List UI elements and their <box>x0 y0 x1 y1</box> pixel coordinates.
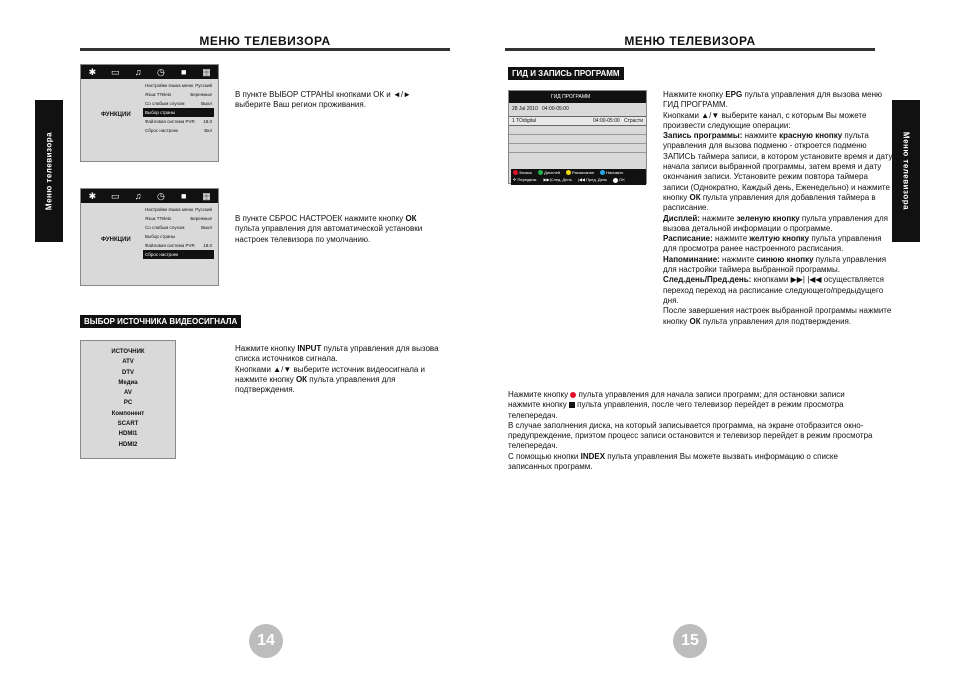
legend-label: Запись <box>519 170 533 175</box>
legend-display <box>538 170 560 175</box>
menu-row-selected[interactable] <box>143 108 214 117</box>
done-text-rest: пульта управления для подтверждения. <box>700 316 852 326</box>
reminder-text: нажмите <box>719 254 757 264</box>
legend-label: Напомин. <box>606 170 624 175</box>
menu-row[interactable] <box>143 232 214 241</box>
source-list-box <box>80 340 176 459</box>
grid-icon: ▦ <box>202 190 211 201</box>
record-instructions <box>508 390 878 472</box>
left-side-tab <box>35 100 63 242</box>
epg-channel-time: 04:00-05:00 <box>593 118 620 124</box>
menu-icon-bar <box>81 65 218 79</box>
epg-text-rest: пульта управления для вызова меню ГИД ПРОГРАММ. <box>663 90 883 110</box>
row-name: Со слабым слухом <box>145 101 185 106</box>
legend-label: Дисплей <box>544 170 561 175</box>
row-name: Со слабым слухом <box>145 225 185 230</box>
source-instructions <box>235 344 440 395</box>
epg-empty-row <box>509 144 646 153</box>
record-text-rest: пульта управления для вызова подменю - откроется подменю ЗАПИСЬ таймера записи, в котором установите время и дату начала записи выбранной программы, затем время и дату окончания записи. Установите режим повтора таймера записи (Однократно, Каждый день, Еженедельно) и нажмите кнопку <box>663 131 893 202</box>
display-green-button: зеленую кнопку <box>736 213 800 223</box>
music-icon: ♫ <box>134 67 142 77</box>
source-text-2-bold: ОК <box>295 374 308 384</box>
blue-dot-icon <box>600 170 605 175</box>
right-side-tab-label: Меню телевизора <box>901 131 911 211</box>
menu-row[interactable] <box>143 81 214 90</box>
functions-label: ФУНКЦИИ <box>101 237 131 243</box>
legend-ok <box>613 177 625 182</box>
index-text-rest: пульта управления Вы можете вызвать информацию о списке записанных программ. <box>508 451 838 472</box>
reset-text-rest: пульта управления для автоматической установки настроек телевизора по умолчанию. <box>235 224 423 244</box>
source-item-hdmi1[interactable]: HDMI1 <box>118 431 138 438</box>
legend-move <box>513 177 537 182</box>
right-header-rule <box>505 48 875 51</box>
disk-full-text: В случае заполнения диска, на который записывается программа, на экране отобразится окно-предупреждение, приэтом процесс записи остановится и телевизор перейдет в режим просмотра телепередач. <box>508 420 873 451</box>
epg-channel-name: 1 TOdigital <box>512 118 536 124</box>
epg-channel-program: Страсти <box>623 118 643 124</box>
record-red-button: красную кнопку <box>779 131 843 141</box>
record-text-end: пульта управления для добавления таймера в расписание. <box>663 192 876 213</box>
source-text: Нажмите кнопку <box>235 344 298 353</box>
menu-row[interactable] <box>143 223 214 232</box>
legend-schedule <box>566 170 594 175</box>
tv-icon: ▭ <box>110 190 120 201</box>
source-text-bold: INPUT <box>297 344 322 353</box>
row-name: Настройки языка меню <box>145 83 194 88</box>
row-name: Сброс настроек <box>145 252 179 257</box>
row-value: Бережные <box>190 216 212 221</box>
row-name: Выбор страны <box>145 234 176 239</box>
left-page-header: МЕНЮ ТЕЛЕВИЗОРА <box>199 34 331 48</box>
source-section-title: ВЫБОР ИСТОЧНИКА ВИДЕОСИГНАЛА <box>80 315 241 328</box>
red-dot-icon <box>513 170 518 175</box>
row-value: Выкл <box>201 101 212 106</box>
functions-menu-reset <box>80 188 219 286</box>
row-name: Файловая система PVR <box>145 243 195 248</box>
row-value: 18.0 <box>203 119 212 124</box>
display-text: нажмите <box>699 213 737 223</box>
row-name: Настройки языка меню <box>145 207 194 212</box>
epg-instructions <box>663 90 895 327</box>
menu-row-selected[interactable] <box>143 250 214 259</box>
gear-icon: ✱ <box>88 190 97 201</box>
left-side-tab-label: Меню телевизора <box>44 131 54 211</box>
nav-heading: След.день/Пред.день: <box>663 275 752 285</box>
clock-icon: ◷ <box>156 190 165 201</box>
reminder-blue-button: синюю кнопку <box>756 254 814 264</box>
right-side-tab <box>892 100 920 242</box>
row-name: Файловая система PVR <box>145 119 195 124</box>
source-item-hdmi2[interactable]: HDMI2 <box>118 441 138 448</box>
epg-text-bold: EPG <box>725 90 743 99</box>
reset-text: В пункте СБРОС НАСТРОЕК нажмите кнопку <box>235 214 406 223</box>
source-item-atv[interactable]: ATV <box>122 359 134 366</box>
row-value: Русский <box>195 207 212 212</box>
done-ok: ОК <box>689 316 701 326</box>
ok-dot-icon <box>613 178 618 183</box>
row-value: Бережные <box>190 92 212 97</box>
lock-icon: ■ <box>181 191 187 201</box>
schedule-text: нажмите <box>712 234 750 244</box>
epg-channel-row[interactable] <box>509 116 646 126</box>
move-icon: ✣ <box>513 177 517 183</box>
record-stop-text-rest: пульта управления, после чего телевизор перейдет в режим просмотра телепередач. <box>508 400 844 420</box>
record-ok: ОК <box>689 192 701 202</box>
index-text: С помощью кнопки <box>508 451 581 461</box>
reminder-text-rest: пульта управления для настройки таймера выбранной программы. <box>663 254 887 275</box>
epg-date: 28 Jul 2010 <box>512 106 538 112</box>
row-name: Выбор страны <box>145 110 176 115</box>
source-item-media[interactable]: Медиа <box>118 379 138 386</box>
schedule-text-rest: пульта управления для просмотра ранее настроенного расписания. <box>663 234 882 254</box>
source-item-av[interactable]: AV <box>124 390 132 397</box>
source-item-component[interactable]: Компонент <box>111 410 145 417</box>
epg-screen-title: ГИД ПРОГРАММ <box>509 91 646 103</box>
yellow-dot-icon <box>566 170 571 175</box>
epg-time: 04:00-05:00 <box>542 106 569 112</box>
country-instructions: В пункте ВЫБОР СТРАНЫ кнопками ОК и ◄/► выберите Ваш регион проживания. <box>235 90 411 110</box>
legend-reminder <box>600 170 624 175</box>
menu-row[interactable] <box>143 241 214 250</box>
epg-text-2: Кнопками ▲/▼ выберите канал, с которым Вы можете произвести следующие операции: <box>663 110 867 130</box>
epg-empty-row <box>509 135 646 144</box>
nav-text: кнопками ▶▶| |◀◀ осуществляется переход переход на расписание следующего/предыдущего дня. <box>663 275 885 305</box>
source-item-pc[interactable]: PC <box>123 400 133 407</box>
row-value: 18.0 <box>203 243 212 248</box>
legend-record <box>513 170 532 175</box>
record-stop-text: пульта управления для начала записи программ; для остановки записи нажмите кнопку <box>508 390 845 410</box>
epg-text: Нажмите кнопку <box>663 90 726 99</box>
menu-icon-bar <box>81 189 218 203</box>
epg-legend <box>511 169 646 185</box>
source-text-rest: пульта управления для вызова списка источников сигнала. <box>235 344 439 364</box>
menu-row[interactable] <box>143 117 214 126</box>
row-value: Русский <box>195 83 212 88</box>
source-item-dtv[interactable]: DTV <box>122 369 134 376</box>
row-name: Язык TTeletx <box>145 216 172 221</box>
music-icon: ♫ <box>134 191 142 201</box>
reminder-heading: Напоминание: <box>663 254 720 264</box>
done-text: После завершения настроек выбранной программы нажмите кнопку <box>663 306 892 326</box>
legend-label: Передвиж. <box>517 177 538 183</box>
display-text-rest: пульта управления для вызова детальной информации о программе. <box>663 213 889 233</box>
right-page-header: МЕНЮ ТЕЛЕВИЗОРА <box>624 34 756 48</box>
index-bold: INDEX <box>580 451 606 461</box>
left-header-rule <box>80 48 450 51</box>
epg-screen <box>508 90 647 184</box>
row-name: Сброс настроек <box>145 128 179 133</box>
row-value: Вкл <box>204 128 212 133</box>
green-dot-icon <box>538 170 543 175</box>
menu-row[interactable] <box>143 99 214 108</box>
record-text: нажмите <box>742 131 780 141</box>
row-value: Выкл <box>201 225 212 230</box>
menu-row[interactable] <box>143 90 214 99</box>
source-item-scart[interactable]: SCART <box>117 421 139 428</box>
reset-text-bold: ОК <box>405 214 417 223</box>
menu-row[interactable] <box>143 214 214 223</box>
legend-next-day: ▶▶|След. День <box>543 177 572 183</box>
epg-empty-row <box>509 126 646 135</box>
functions-menu-country <box>80 64 219 162</box>
lock-icon: ■ <box>181 67 187 77</box>
page-number-right: 15 <box>673 624 707 658</box>
schedule-yellow-button: желтую кнопку <box>749 234 810 244</box>
menu-row[interactable] <box>143 205 214 214</box>
legend-label: Расписание <box>572 170 595 175</box>
reset-instructions <box>235 214 440 245</box>
row-name: Язык TTeletx <box>145 92 172 97</box>
source-list-title: ИСТОЧНИК <box>111 349 145 355</box>
epg-date-row <box>509 103 646 116</box>
functions-label: ФУНКЦИИ <box>101 112 131 118</box>
menu-row[interactable] <box>143 126 214 135</box>
display-heading: Дисплей: <box>663 213 700 223</box>
legend-prev-day: |◀◀ Пред. День <box>577 177 608 183</box>
tv-icon: ▭ <box>110 66 120 77</box>
source-text-2: Кнопками ▲/▼ выберите источник видеосигнала и нажмите кнопку <box>235 364 426 384</box>
legend-label: OK <box>619 177 625 183</box>
epg-section-title: ГИД И ЗАПИСЬ ПРОГРАММ <box>508 67 624 80</box>
schedule-heading: Расписание: <box>663 234 713 244</box>
source-text-2-rest: пульта управления для подтверждения. <box>235 374 396 395</box>
clock-icon: ◷ <box>156 66 165 77</box>
record-start-text: Нажмите кнопку <box>508 390 571 399</box>
record-heading: Запись программы: <box>663 131 743 141</box>
grid-icon: ▦ <box>202 66 211 77</box>
gear-icon: ✱ <box>88 66 97 77</box>
page-number-left: 14 <box>249 624 283 658</box>
